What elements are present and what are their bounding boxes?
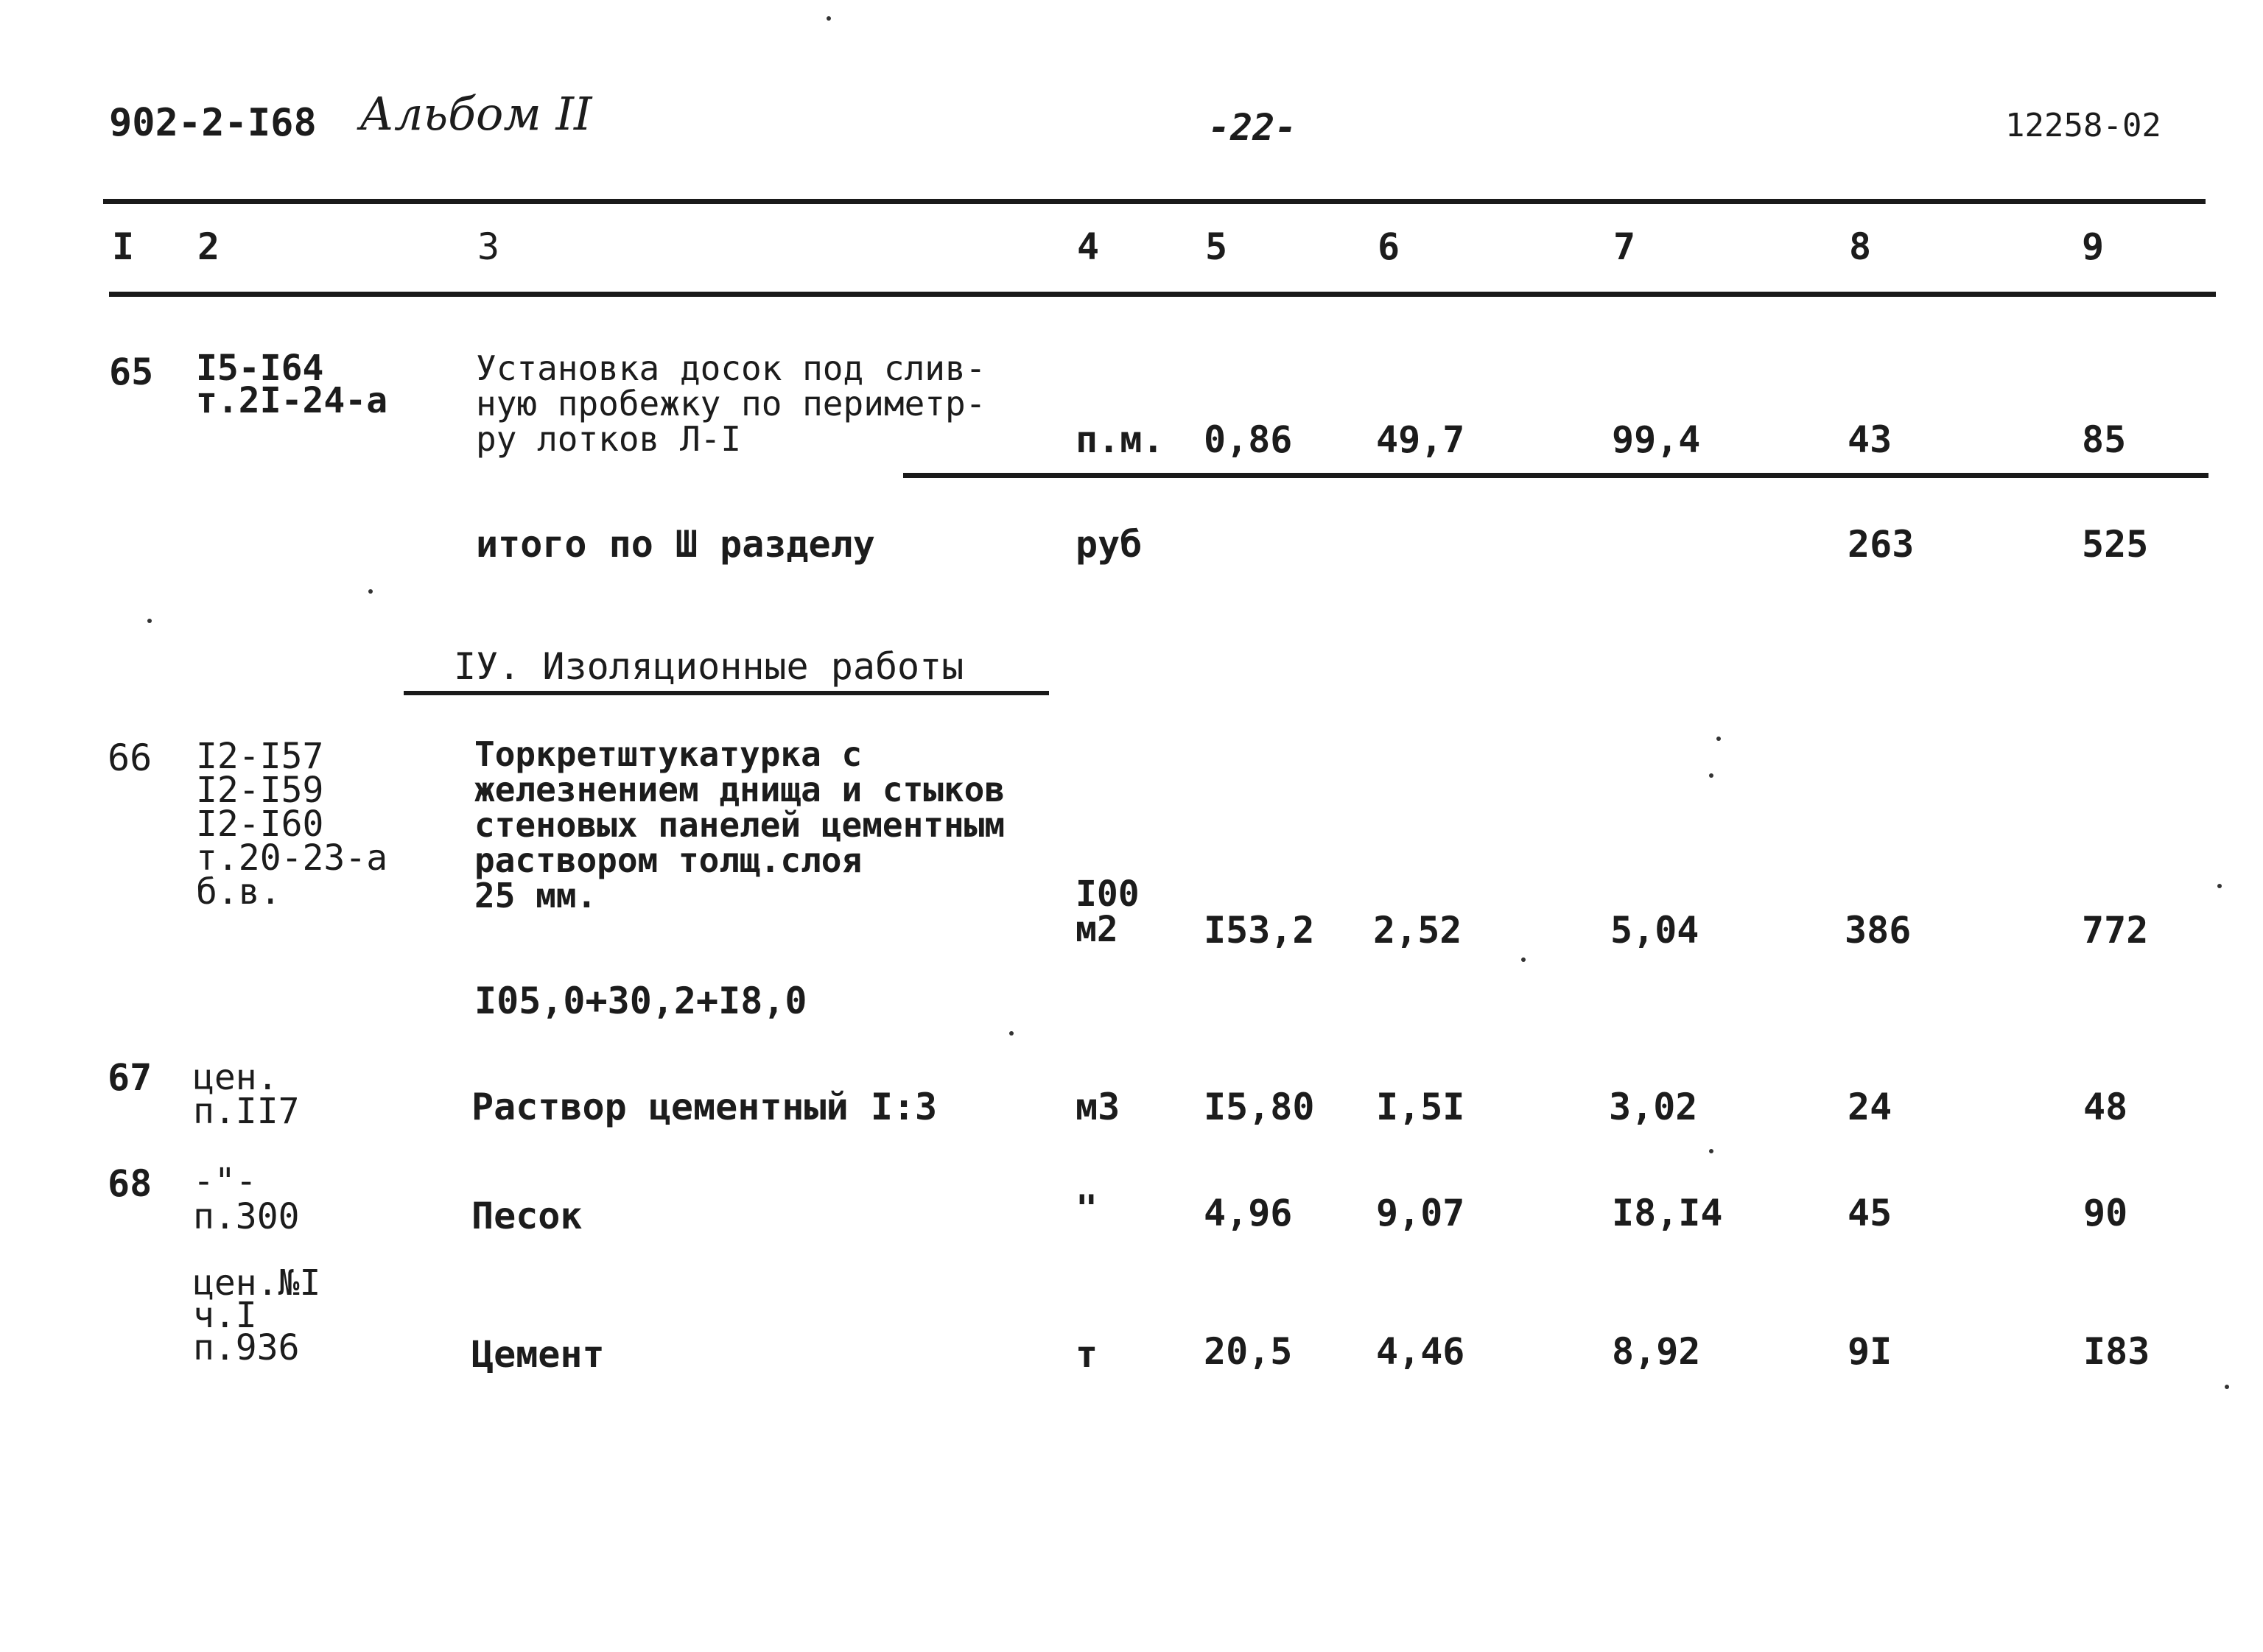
- cell-col8: 43: [1848, 418, 1892, 461]
- cell-col8: 24: [1848, 1086, 1892, 1128]
- cell-col5: 20,5: [1204, 1330, 1293, 1373]
- cell-col9: 90: [2083, 1192, 2128, 1234]
- column-header-9: 9: [2082, 225, 2105, 268]
- column-header-2: 2: [197, 225, 220, 268]
- cell-col7: 3,02: [1609, 1086, 1698, 1128]
- cell-col5: I53,2: [1204, 909, 1315, 952]
- cell-col7: I8,I4: [1612, 1192, 1723, 1234]
- column-header-1: I: [112, 225, 135, 268]
- cell-col8: 45: [1848, 1192, 1892, 1234]
- cell-col8: 386: [1845, 909, 1912, 952]
- scan-speck: [2225, 1385, 2229, 1389]
- cell-col9: I83: [2083, 1330, 2150, 1373]
- norm-code: I5-I64 т.2I-24-а: [196, 348, 388, 421]
- norm-code: цен.№I ч.I п.936: [193, 1262, 321, 1368]
- scan-speck: [1521, 957, 1526, 962]
- album-label: Альбом II: [359, 87, 592, 141]
- cell-col9: 48: [2083, 1086, 2128, 1128]
- material-description: Цемент: [471, 1333, 605, 1376]
- material-description: Раствор цементный I:3: [471, 1086, 938, 1128]
- work-description: Торкретштукатурка с железнением днища и стыков стеновых панелей цементным раствором толщ.слоя 25 мм.: [474, 734, 1006, 915]
- scan-speck: [1709, 773, 1713, 778]
- scan-speck: [1716, 737, 1721, 741]
- document-number: 12258-02: [2005, 107, 2161, 144]
- section-heading-underline: [404, 691, 1049, 695]
- cell-col5: 0,86: [1204, 418, 1293, 461]
- section-heading: IУ. Изоляционные работы: [454, 645, 964, 688]
- cell-col7: 99,4: [1612, 418, 1701, 461]
- scan-speck: [147, 619, 152, 623]
- cell-col9: 772: [2082, 909, 2149, 952]
- norm-code: I2-I57 I2-I59 I2-I60 т.20-23-а б.в.: [196, 736, 388, 913]
- scan-speck: [2217, 884, 2222, 888]
- column-header-5: 5: [1205, 225, 1228, 268]
- unit: I00 м2: [1076, 874, 1140, 950]
- column-header-4: 4: [1077, 225, 1100, 268]
- scan-speck: [1009, 1031, 1014, 1036]
- page-number: -22-: [1208, 106, 1297, 149]
- cell-col6: 4,46: [1376, 1330, 1465, 1373]
- material-description: Песок: [471, 1195, 583, 1237]
- subtotal-rule: [903, 473, 2208, 478]
- total-col9: 525: [2082, 523, 2149, 566]
- norm-code: цен. п.II7: [193, 1057, 300, 1132]
- cell-col7: 8,92: [1612, 1330, 1701, 1373]
- column-header-6: 6: [1378, 225, 1400, 268]
- cell-col6: I,5I: [1376, 1086, 1465, 1128]
- column-header-8: 8: [1849, 225, 1872, 268]
- top-rule: [103, 199, 2206, 204]
- column-header-3: 3: [477, 225, 500, 268]
- work-description: Установка досок под слив- ную пробежку по периметр- ру лотков Л-I: [476, 348, 986, 459]
- scan-speck: [1709, 1149, 1713, 1153]
- unit: п.м.: [1076, 418, 1165, 461]
- total-label: итого по Ш разделу: [476, 523, 875, 566]
- cell-col6: 2,52: [1373, 909, 1462, 952]
- cell-col6: 9,07: [1376, 1192, 1465, 1234]
- calculation-note: I05,0+30,2+I8,0: [474, 980, 807, 1022]
- unit: м3: [1076, 1086, 1120, 1128]
- header-bottom-rule: [109, 292, 2216, 297]
- cell-col7: 5,04: [1610, 909, 1699, 952]
- total-unit: руб: [1076, 523, 1143, 566]
- column-header-7: 7: [1613, 225, 1636, 268]
- scan-speck: [368, 589, 373, 594]
- total-col8: 263: [1848, 523, 1915, 566]
- row-number: 68: [108, 1162, 152, 1205]
- cell-col9: 85: [2082, 418, 2127, 461]
- row-number: 67: [108, 1056, 152, 1099]
- cell-col6: 49,7: [1376, 418, 1465, 461]
- norm-code: -"- п.300: [193, 1161, 300, 1237]
- cell-col5: I5,80: [1204, 1086, 1315, 1128]
- cell-col5: 4,96: [1204, 1192, 1293, 1234]
- project-code: 902-2-I68: [109, 101, 317, 145]
- scan-speck: [827, 16, 831, 21]
- row-number: 66: [108, 737, 152, 779]
- row-number: 65: [109, 351, 154, 393]
- cell-col8: 9I: [1848, 1330, 1892, 1373]
- unit: ": [1076, 1187, 1098, 1230]
- unit: т: [1076, 1333, 1098, 1376]
